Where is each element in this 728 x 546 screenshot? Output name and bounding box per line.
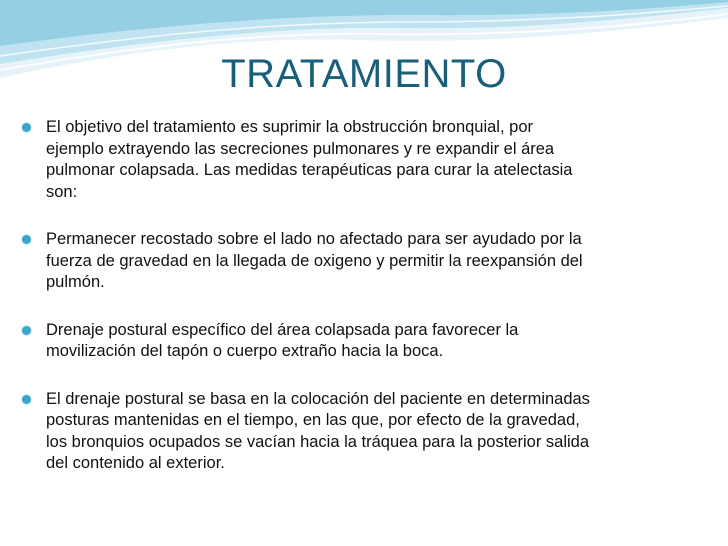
bullet-item (22, 229, 702, 294)
slide-title: TRATAMIENTO (221, 52, 507, 96)
bullet-dot-icon (22, 326, 31, 335)
bullet-text: Permanecer recostado sobre el lado no afectado para ser ayudado por la fuerza de gravedad en la llegada de oxigeno y permitir la reexpansión del pulmón. (46, 230, 583, 291)
bullet-list (22, 117, 702, 501)
bullet-dot-icon (22, 123, 31, 132)
bullet-text: El drenaje postural se basa en la colocación del paciente en determinadas posturas mantenidas en el tiempo, en las que, por efecto de la gravedad, los bronquios ocupados se vacían hacia la tráquea para la posterior salida del contenido al exterior. (46, 389, 590, 472)
bullet-text: Drenaje postural específico del área colapsada para favorecer la movilización del tapón o cuerpo extraño hacia la boca. (46, 320, 519, 360)
bullet-item (22, 389, 702, 475)
bullet-text: El objetivo del tratamiento es suprimir la obstrucción bronquial, por ejemplo extrayendo las secreciones pulmonares y re expandir el área pulmonar colapsada. Las medidas terapéuticas para curar la atelectasia son: (46, 118, 573, 201)
bullet-dot-icon (22, 235, 31, 244)
bullet-dot-icon (22, 395, 31, 404)
bullet-item (22, 117, 702, 203)
bullet-item (22, 320, 702, 363)
